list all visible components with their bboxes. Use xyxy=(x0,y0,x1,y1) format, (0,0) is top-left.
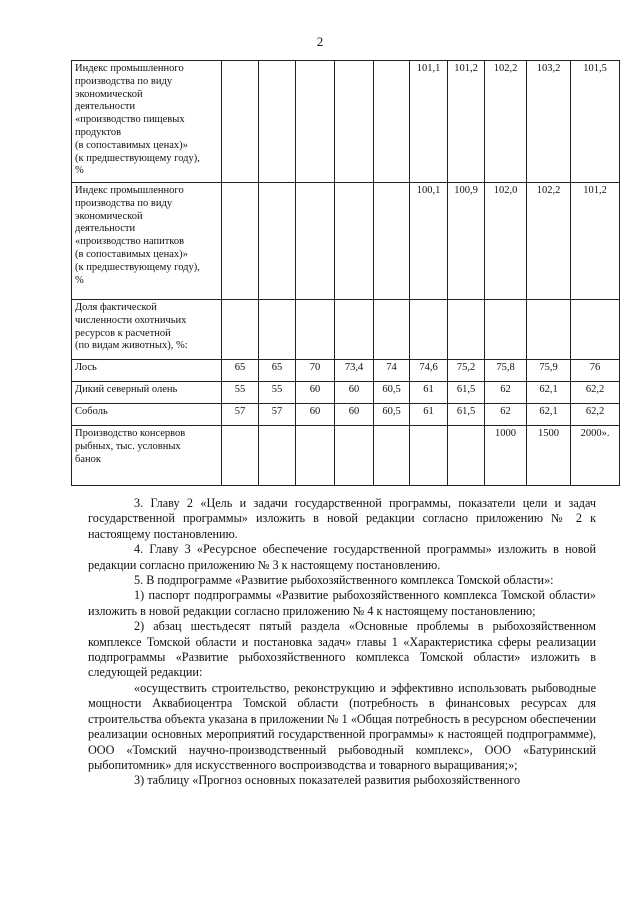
table-cell: 57 xyxy=(259,404,296,426)
table-cell xyxy=(374,426,410,486)
row-label: Индекс промышленного производства по виду экономической деятельности «производство напитков (в сопоставимых ценах)» (к предшествующему году), % xyxy=(72,183,222,300)
table-cell: 62,1 xyxy=(527,382,571,404)
paragraph: 5. В подпрограмме «Развитие рыбохозяйственного комплекса Томской области»: xyxy=(134,573,554,588)
body-text xyxy=(88,496,596,789)
table-cell: 55 xyxy=(222,382,259,404)
table-cell xyxy=(222,300,259,360)
table-cell: 73,4 xyxy=(335,360,374,382)
table-cell xyxy=(335,300,374,360)
table-cell: 60 xyxy=(296,404,335,426)
table-cell: 61,5 xyxy=(448,382,485,404)
table-cell xyxy=(335,426,374,486)
table-row xyxy=(72,61,620,183)
paragraph: 1) паспорт подпрограммы «Развитие рыбохозяйственного комплекса Томской области» изложить в новой редакции согласно приложению № 4 к настоящему постановлению; xyxy=(88,588,596,618)
table-cell xyxy=(571,300,620,360)
table-cell: 60,5 xyxy=(374,404,410,426)
row-label: Доля фактической численности охотничьих ресурсов к расчетной (по видам животных), %: xyxy=(72,300,222,360)
table-row xyxy=(72,360,620,382)
table-cell: 74 xyxy=(374,360,410,382)
table-cell xyxy=(296,300,335,360)
row-label: Индекс промышленного производства по виду экономической деятельности «производство пищевых продуктов (в сопоставимых ценах)» (к предшествующему году), % xyxy=(72,61,222,183)
table-cell: 1500 xyxy=(527,426,571,486)
table-cell: 57 xyxy=(222,404,259,426)
table-cell: 101,5 xyxy=(571,61,620,183)
table-cell: 2000». xyxy=(571,426,620,486)
table-cell: 60 xyxy=(296,382,335,404)
table-cell: 103,2 xyxy=(527,61,571,183)
table-cell: 75,9 xyxy=(527,360,571,382)
row-label: Лось xyxy=(72,360,222,382)
table-row xyxy=(72,183,620,300)
table-cell: 65 xyxy=(259,360,296,382)
table-row xyxy=(72,426,620,486)
table-cell: 74,6 xyxy=(410,360,448,382)
table-cell xyxy=(527,300,571,360)
table-cell xyxy=(222,61,259,183)
table-cell: 55 xyxy=(259,382,296,404)
table-cell: 61 xyxy=(410,382,448,404)
table-cell: 62 xyxy=(485,382,527,404)
table-cell: 60,5 xyxy=(374,382,410,404)
table-cell: 102,2 xyxy=(485,61,527,183)
table-cell: 61,5 xyxy=(448,404,485,426)
paragraph: 2) абзац шестьдесят пятый раздела «Основные проблемы в рыбохозяйственном комплексе Томской области и постановка задач» главы 1 «Характеристика сферы реализации подпрограммы «Развитие рыбохозяйственного комплекса Томской области» изложить в следующей редакции: xyxy=(88,619,596,680)
table-cell xyxy=(296,426,335,486)
table-cell: 102,2 xyxy=(527,183,571,300)
table-cell xyxy=(410,426,448,486)
table-cell: 101,1 xyxy=(410,61,448,183)
table-cell: 101,2 xyxy=(448,61,485,183)
table-cell: 101,2 xyxy=(571,183,620,300)
table-cell: 65 xyxy=(222,360,259,382)
table-row xyxy=(72,382,620,404)
table-cell: 102,0 xyxy=(485,183,527,300)
table-cell xyxy=(222,183,259,300)
table-cell: 70 xyxy=(296,360,335,382)
indicators-table xyxy=(71,60,620,486)
table-cell xyxy=(259,426,296,486)
table-cell: 60 xyxy=(335,404,374,426)
table-cell xyxy=(222,426,259,486)
table-cell xyxy=(335,183,374,300)
table-cell xyxy=(374,61,410,183)
table-cell: 60 xyxy=(335,382,374,404)
table-cell xyxy=(296,183,335,300)
table-cell xyxy=(374,300,410,360)
table-cell: 62,1 xyxy=(527,404,571,426)
table-cell xyxy=(259,183,296,300)
table-cell: 100,9 xyxy=(448,183,485,300)
page-number: 2 xyxy=(316,34,324,49)
table-cell: 75,8 xyxy=(485,360,527,382)
table-cell xyxy=(485,300,527,360)
table-cell: 62,2 xyxy=(571,382,620,404)
table-cell: 61 xyxy=(410,404,448,426)
table-cell xyxy=(410,300,448,360)
table-row xyxy=(72,300,620,360)
table-row xyxy=(72,404,620,426)
row-label: Производство консервов рыбных, тыс. условных банок xyxy=(72,426,222,486)
row-label: Соболь xyxy=(72,404,222,426)
table-cell xyxy=(335,61,374,183)
table-cell: 62,2 xyxy=(571,404,620,426)
table-cell xyxy=(259,300,296,360)
table-cell: 75,2 xyxy=(448,360,485,382)
paragraph: «осуществить строительство, реконструкцию и эффективно использовать рыбоводные мощности Аквабиоцентра Томской области (потребность в финансовых ресурсах для строительства объекта указана в приложении № 1 «Общая потребность в ресурсном обеспечении реализации основных мероприятий государственной программы» к настоящей подпрограммме), ООО «Томский научно-производственный рыбоводный комплекс», ООО «Батуринский рыбопитомник» для искусственного воспроизводства и товарного выращивания;»; xyxy=(88,680,596,772)
table-cell xyxy=(259,61,296,183)
table-cell: 62 xyxy=(485,404,527,426)
paragraph: 4. Главу 3 «Ресурсное обеспечение государственной программы» изложить в новой редакции согласно приложению № 3 к настоящему постановлению. xyxy=(88,542,596,572)
table-cell xyxy=(374,183,410,300)
table-cell xyxy=(448,300,485,360)
row-label: Дикий северный олень xyxy=(72,382,222,404)
table-cell xyxy=(296,61,335,183)
paragraph: 3) таблицу «Прогноз основных показателей развития рыбохозяйственного xyxy=(134,773,521,788)
table-cell xyxy=(448,426,485,486)
paragraph: 3. Главу 2 «Цель и задачи государственной программы, показатели цели и задач государственной программы» изложить в новой редакции согласно приложению № 2 к настоящему постановлению. xyxy=(88,496,596,541)
table-cell: 76 xyxy=(571,360,620,382)
table-cell: 100,1 xyxy=(410,183,448,300)
table-cell: 1000 xyxy=(485,426,527,486)
